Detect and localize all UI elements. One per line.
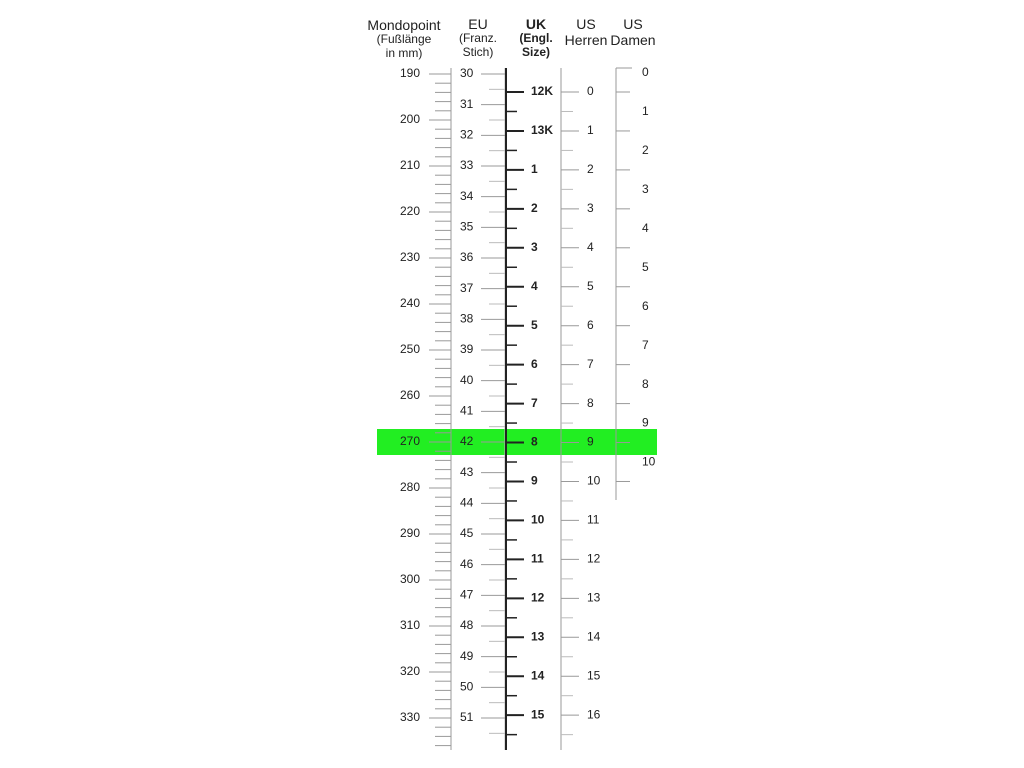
us-damen-label: 1 [642, 104, 649, 119]
eu-label: 31 [460, 96, 474, 111]
uk-label: 14 [531, 668, 545, 683]
header-us-herren-title: US [576, 16, 596, 32]
header-mondopoint-sub1: (Fußlänge [376, 32, 432, 47]
mondopoint-label: 190 [399, 66, 420, 81]
eu-label: 39 [460, 342, 474, 357]
uk-label: 10 [531, 512, 545, 527]
eu-label: 49 [460, 648, 474, 663]
uk-label: 7 [531, 395, 538, 410]
us-herren-label: 7 [587, 356, 594, 371]
eu-label: 36 [460, 250, 474, 265]
eu-label: 42 [460, 434, 474, 449]
header-eu [448, 16, 508, 60]
eu-label: 33 [460, 158, 474, 173]
eu-label: 32 [460, 127, 474, 142]
us-herren-label: 16 [587, 707, 601, 722]
us-herren-label: 12 [587, 551, 601, 566]
mondopoint-label: 230 [399, 250, 420, 265]
us-herren-label: 13 [587, 590, 601, 605]
uk-label: 9 [531, 473, 538, 488]
eu-label: 48 [460, 618, 474, 633]
us-herren-label: 15 [587, 668, 601, 683]
mondopoint-label: 270 [399, 434, 420, 449]
us-damen-label: 6 [642, 298, 649, 313]
us-herren-label: 3 [587, 201, 594, 216]
us-damen-label: 7 [642, 337, 649, 352]
mondopoint-label: 330 [399, 710, 420, 725]
uk-label: 8 [531, 434, 538, 449]
us-damen-label: 9 [642, 415, 649, 430]
header-eu-sub1: (Franz. [458, 31, 497, 46]
eu-label: 37 [460, 280, 474, 295]
eu-label: 30 [460, 66, 474, 81]
eu-label: 44 [460, 495, 474, 510]
uk-label: 15 [531, 707, 545, 722]
uk-label: 5 [531, 317, 538, 332]
header-us-herren-sub1: Herren [564, 32, 608, 49]
eu-label: 40 [460, 372, 474, 387]
header-eu-title: EU [468, 16, 488, 32]
uk-label: 13K [531, 123, 554, 138]
uk-label: 12K [531, 84, 554, 99]
mondopoint-label: 300 [399, 572, 420, 587]
mondopoint-label: 290 [399, 526, 420, 541]
mondopoint-label: 200 [399, 112, 420, 127]
us-damen-label: 3 [642, 182, 649, 197]
header-uk-title: UK [525, 16, 547, 32]
us-damen-label: 4 [642, 220, 649, 235]
us-herren-label: 10 [587, 473, 601, 488]
header-mondopoint-title: Mondopoint [367, 17, 441, 33]
header-us-damen [608, 16, 658, 48]
mondopoint-label: 240 [399, 296, 420, 311]
header-us-damen-title: US [623, 16, 643, 32]
us-damen-label: 8 [642, 376, 649, 391]
us-herren-label: 0 [587, 84, 594, 99]
header-uk-sub2: Size) [521, 44, 550, 59]
us-herren-label: 6 [587, 317, 594, 332]
header-eu-sub2: Stich) [462, 44, 494, 59]
eu-label: 41 [460, 403, 474, 418]
us-damen-label: 0 [642, 65, 649, 80]
eu-label: 47 [460, 587, 474, 602]
header-us-herren [561, 16, 611, 48]
eu-label: 35 [460, 219, 474, 234]
header-mondopoint-sub2: in mm) [385, 45, 423, 60]
eu-label: 43 [460, 464, 474, 479]
us-herren-label: 4 [587, 239, 594, 254]
eu-label: 50 [460, 679, 474, 694]
uk-label: 12 [531, 590, 545, 605]
eu-label: 45 [460, 526, 474, 541]
us-herren-label: 14 [587, 629, 601, 644]
uk-label: 3 [531, 239, 538, 254]
header-us-damen-sub1: Damen [610, 32, 656, 49]
us-damen-label: 10 [642, 454, 656, 469]
header-mondopoint [356, 17, 452, 61]
mondopoint-label: 260 [399, 388, 420, 403]
us-herren-label: 9 [587, 434, 594, 449]
us-damen-label: 2 [642, 143, 649, 158]
us-herren-label: 1 [587, 123, 594, 138]
mondopoint-label: 280 [399, 480, 420, 495]
mondopoint-label: 210 [399, 158, 420, 173]
mondopoint-label: 250 [399, 342, 420, 357]
eu-label: 46 [460, 556, 474, 571]
us-damen-label: 5 [642, 259, 649, 274]
us-herren-label: 2 [587, 162, 594, 177]
uk-label: 11 [531, 551, 544, 566]
uk-label: 4 [531, 278, 538, 293]
uk-label: 6 [531, 356, 538, 371]
eu-label: 38 [460, 311, 474, 326]
uk-label: 2 [531, 201, 538, 216]
mondopoint-label: 220 [399, 204, 420, 219]
us-herren-label: 11 [587, 512, 600, 527]
us-herren-label: 5 [587, 278, 594, 293]
header-uk-sub1: (Engl. [519, 31, 553, 46]
mondopoint-label: 310 [399, 618, 420, 633]
eu-label: 34 [460, 188, 474, 203]
uk-label: 13 [531, 629, 545, 644]
us-herren-label: 8 [587, 395, 594, 410]
header-uk [508, 16, 564, 60]
uk-label: 1 [531, 162, 538, 177]
mondopoint-label: 320 [399, 664, 420, 679]
eu-label: 51 [460, 710, 474, 725]
